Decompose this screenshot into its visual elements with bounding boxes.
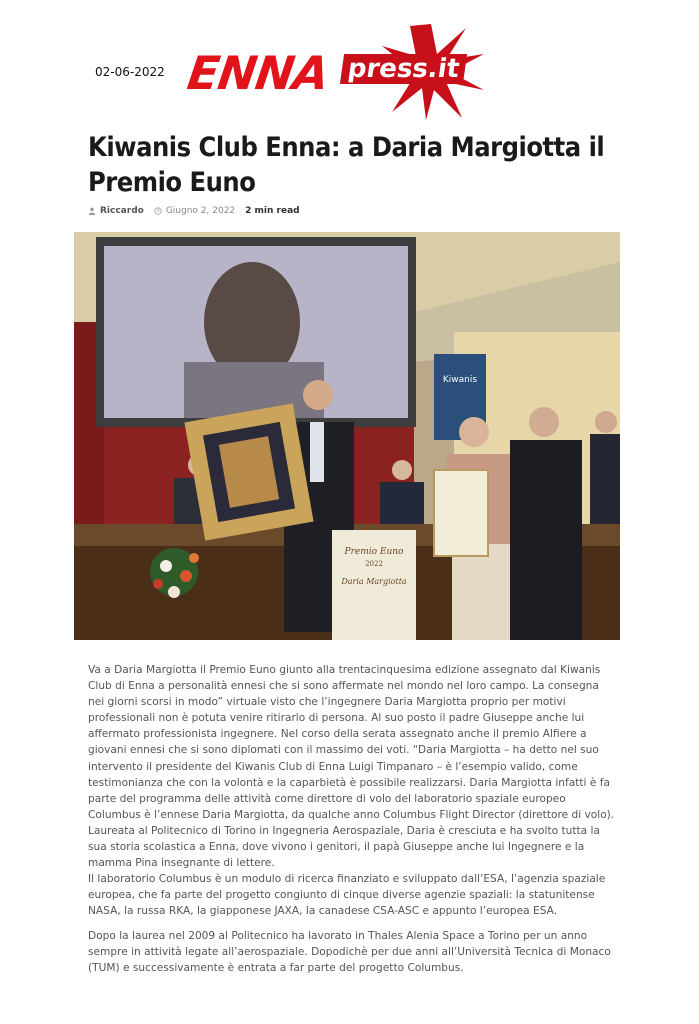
photo-poster-name: Daria Margiotta	[341, 577, 407, 586]
photo-flower-5	[153, 579, 163, 589]
photo-man-right-head	[529, 407, 559, 437]
photo-banner-text: Kiwanis	[442, 375, 478, 385]
photo-person-seated-2-head	[392, 460, 412, 480]
photo-man-right-suit	[510, 440, 582, 640]
clock-icon	[154, 207, 162, 215]
photo-poster-heading: Premio Euno	[344, 547, 404, 557]
article-photo	[74, 232, 620, 640]
page-date: 02-06-2022	[95, 65, 165, 79]
article-paragraph: Il laboratorio Columbus è un modulo di ricerca finanziato e sviluppato dall’ESA, l’agenzia spaziale europea, che fa parte del progetto congiunto di cinque diverse agenzie spaziali: la statunitense NASA, la russa RKA, la giapponese JAXA, la canadese CSA-ASC e appunto l’europea ESA.	[88, 873, 606, 918]
article-title: Kiwanis Club Enna: a Daria Margiotta il Premio Euno	[88, 132, 605, 198]
photo-certificate	[434, 470, 488, 556]
article-paragraph: Laureata al Politecnico di Torino in Ingegneria Aerospaziale, Daria è cresciuta e ha svolto tutta la sua storia scolastica a Enna, dove vivono i genitori, il papà Giuseppe anche lui Ingegnere e la mamma Pina insegnante di lettere.	[88, 824, 600, 870]
logo-press-text: press.it	[340, 54, 467, 84]
site-logo[interactable]	[186, 24, 486, 120]
photo-flower-1	[160, 560, 172, 572]
user-icon	[88, 207, 96, 215]
photo-woman-skirt	[452, 544, 510, 640]
photo-person-far-right-body	[590, 434, 620, 524]
photo-woman-head	[459, 417, 489, 447]
photo-screen-body	[184, 362, 324, 418]
article-paragraph: Dopo la laurea nel 2009 al Politecnico ha lavorato in Thales Alenia Space a Torino per un anno sempre in attività legate all’aerospaziale. Dopodichè per due anni all’Università Tecnica di Monaco (TUM) e successivamente è entrata a far parte del progetto Columbus.	[88, 929, 611, 974]
photo-person-far-right-head	[595, 411, 617, 433]
photo-flower-3	[168, 586, 180, 598]
article-paragraph: Va a Daria Margiotta il Premio Euno giunto alla trentacinquesima edizione assegnato dal Kiwanis Club di Enna a personalità ennesi che si sono affermate nel mondo nel loro campo. La consegna nei giorni scorsi in modo” virtuale visto che l’ingegnere Daria Margiotta proprio per motivi professionali non è potuta venire ritirarlo di persona. Al suo posto il padre Giuseppe anche lui affermato professionista ingegnere. Nel corso della serata assegnato anche il premio Alfiere a giovani ennesi che si sono diplomati con il massimo dei voti. “Daria Margiotta – ha detto nel suo intervento il presidente del Kiwanis Club di Enna Luigi Timpanaro – è l’esempio valido, come testimonianza che con la volontà e la caparbietà è possibile realizzarsi. Daria Margiotta infatti è fa parte del programma delle attività come direttore di volo del laboratorio spaziale europeo Columbus è l’ennese Daria Margiotta, da qualche anno Columbus Flight Director (direttore di volo).	[88, 664, 615, 821]
photo-poster-year: 2022	[365, 560, 383, 568]
article-meta	[88, 206, 300, 216]
logo-enna-text: ENNA	[184, 46, 332, 100]
article-date: Giugno 2, 2022	[165, 206, 236, 216]
photo-man-head	[303, 380, 333, 410]
article-author[interactable]: Riccardo	[100, 206, 144, 216]
article-read-time: 2 min read	[245, 206, 300, 216]
photo-person-seated-2-body	[380, 482, 424, 524]
photo-flower-4	[189, 553, 199, 563]
article-body	[88, 662, 618, 976]
photo-man-shirt	[310, 422, 324, 482]
photo-flower-2	[180, 570, 192, 582]
